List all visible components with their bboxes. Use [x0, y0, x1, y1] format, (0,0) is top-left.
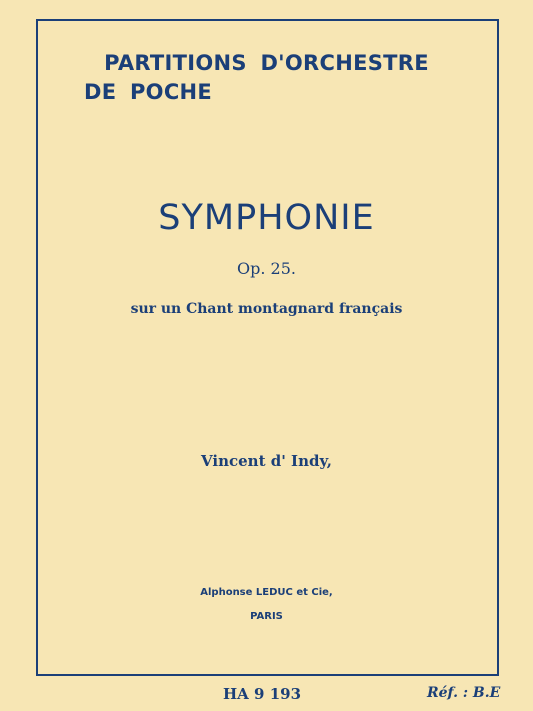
work-title: SYMPHONIE — [158, 198, 375, 238]
reference-code: Réf. : B.E — [427, 685, 501, 701]
catalog-number: HA 9 193 — [223, 685, 302, 703]
work-subtitle: sur un Chant montagnard français — [130, 301, 403, 317]
publisher-name: Alphonse LEDUC et Cie, — [200, 587, 333, 598]
publisher-city: PARIS — [250, 611, 283, 622]
series-title-line-2: DE POCHE — [84, 80, 213, 104]
cover-border-frame — [36, 19, 499, 676]
opus-number: Op. 25. — [237, 259, 296, 278]
composer-name: Vincent d' Indy, — [201, 452, 332, 470]
series-title-line-1: PARTITIONS D'ORCHESTRE — [104, 51, 429, 75]
